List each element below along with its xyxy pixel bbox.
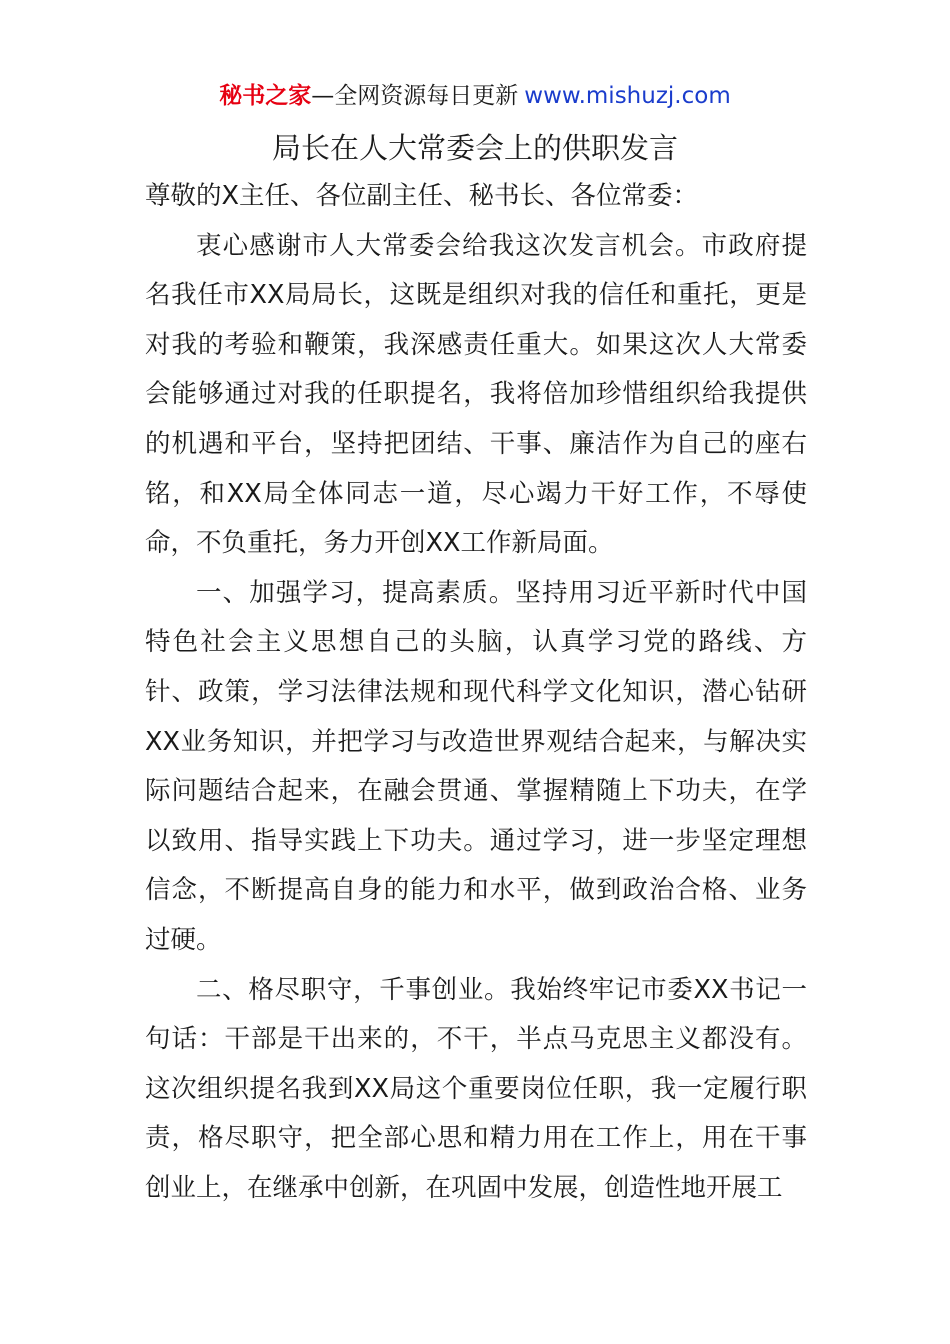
site-url-link[interactable]: www.mishuzj.com: [524, 83, 731, 109]
paragraph-study: 一、加强学习，提高素质。坚持用习近平新时代中国特色社会主义思想自己的头脑，认真学习党的路线、方针、政策，学习法律法规和现代科学文化知识，潜心钻研XX业务知识，并把学习与改造世界观结合起来，与解决实际问题结合起来，在融会贯通、掌握精随上下功夫，在学以致用、指导实践上下功夫。通过学习，进一步坚定理想信念，不断提高自身的能力和水平，做到政治合格、业务过硬。: [145, 577, 807, 955]
paragraph-intro: 衷心感谢市人大常委会给我这次发言机会。市政府提名我任市XX局局长，这既是组织对我的信任和重托，更是对我的考验和鞭策，我深感责任重大。如果这次人大常委会能够通过对我的任职提名，我将倍加珍惜组织给我提供的机遇和平台，坚持把团结、干事、廉洁作为自己的座右铭，和XX局全体同志一道，尽心竭力干好工作，不辱使命，不负重托，务力开创XX工作新局面。: [145, 230, 807, 559]
brand-name: 秘书之家: [219, 83, 312, 109]
header-tagline: —全网资源每日更新: [311, 83, 519, 109]
document-title: 局长在人大常委会上的供职发言: [271, 131, 678, 165]
site-header: [0, 80, 950, 112]
salutation: 尊敬的X主任、各位副主任、秘书长、各位常委：: [145, 181, 698, 211]
paragraph-duty: 二、格尽职守，千事创业。我始终牢记市委XX书记一句话：干部是干出来的，不干，半点马克思主义都没有。这次组织提名我到XX局这个重要岗位任职，我一定履行职责，格尽职守，把全部心思和精力用在工作上，用在干事创业上，在继承中创新，在巩固中发展，创造性地开展工: [145, 974, 807, 1203]
document-body: [145, 172, 807, 1213]
